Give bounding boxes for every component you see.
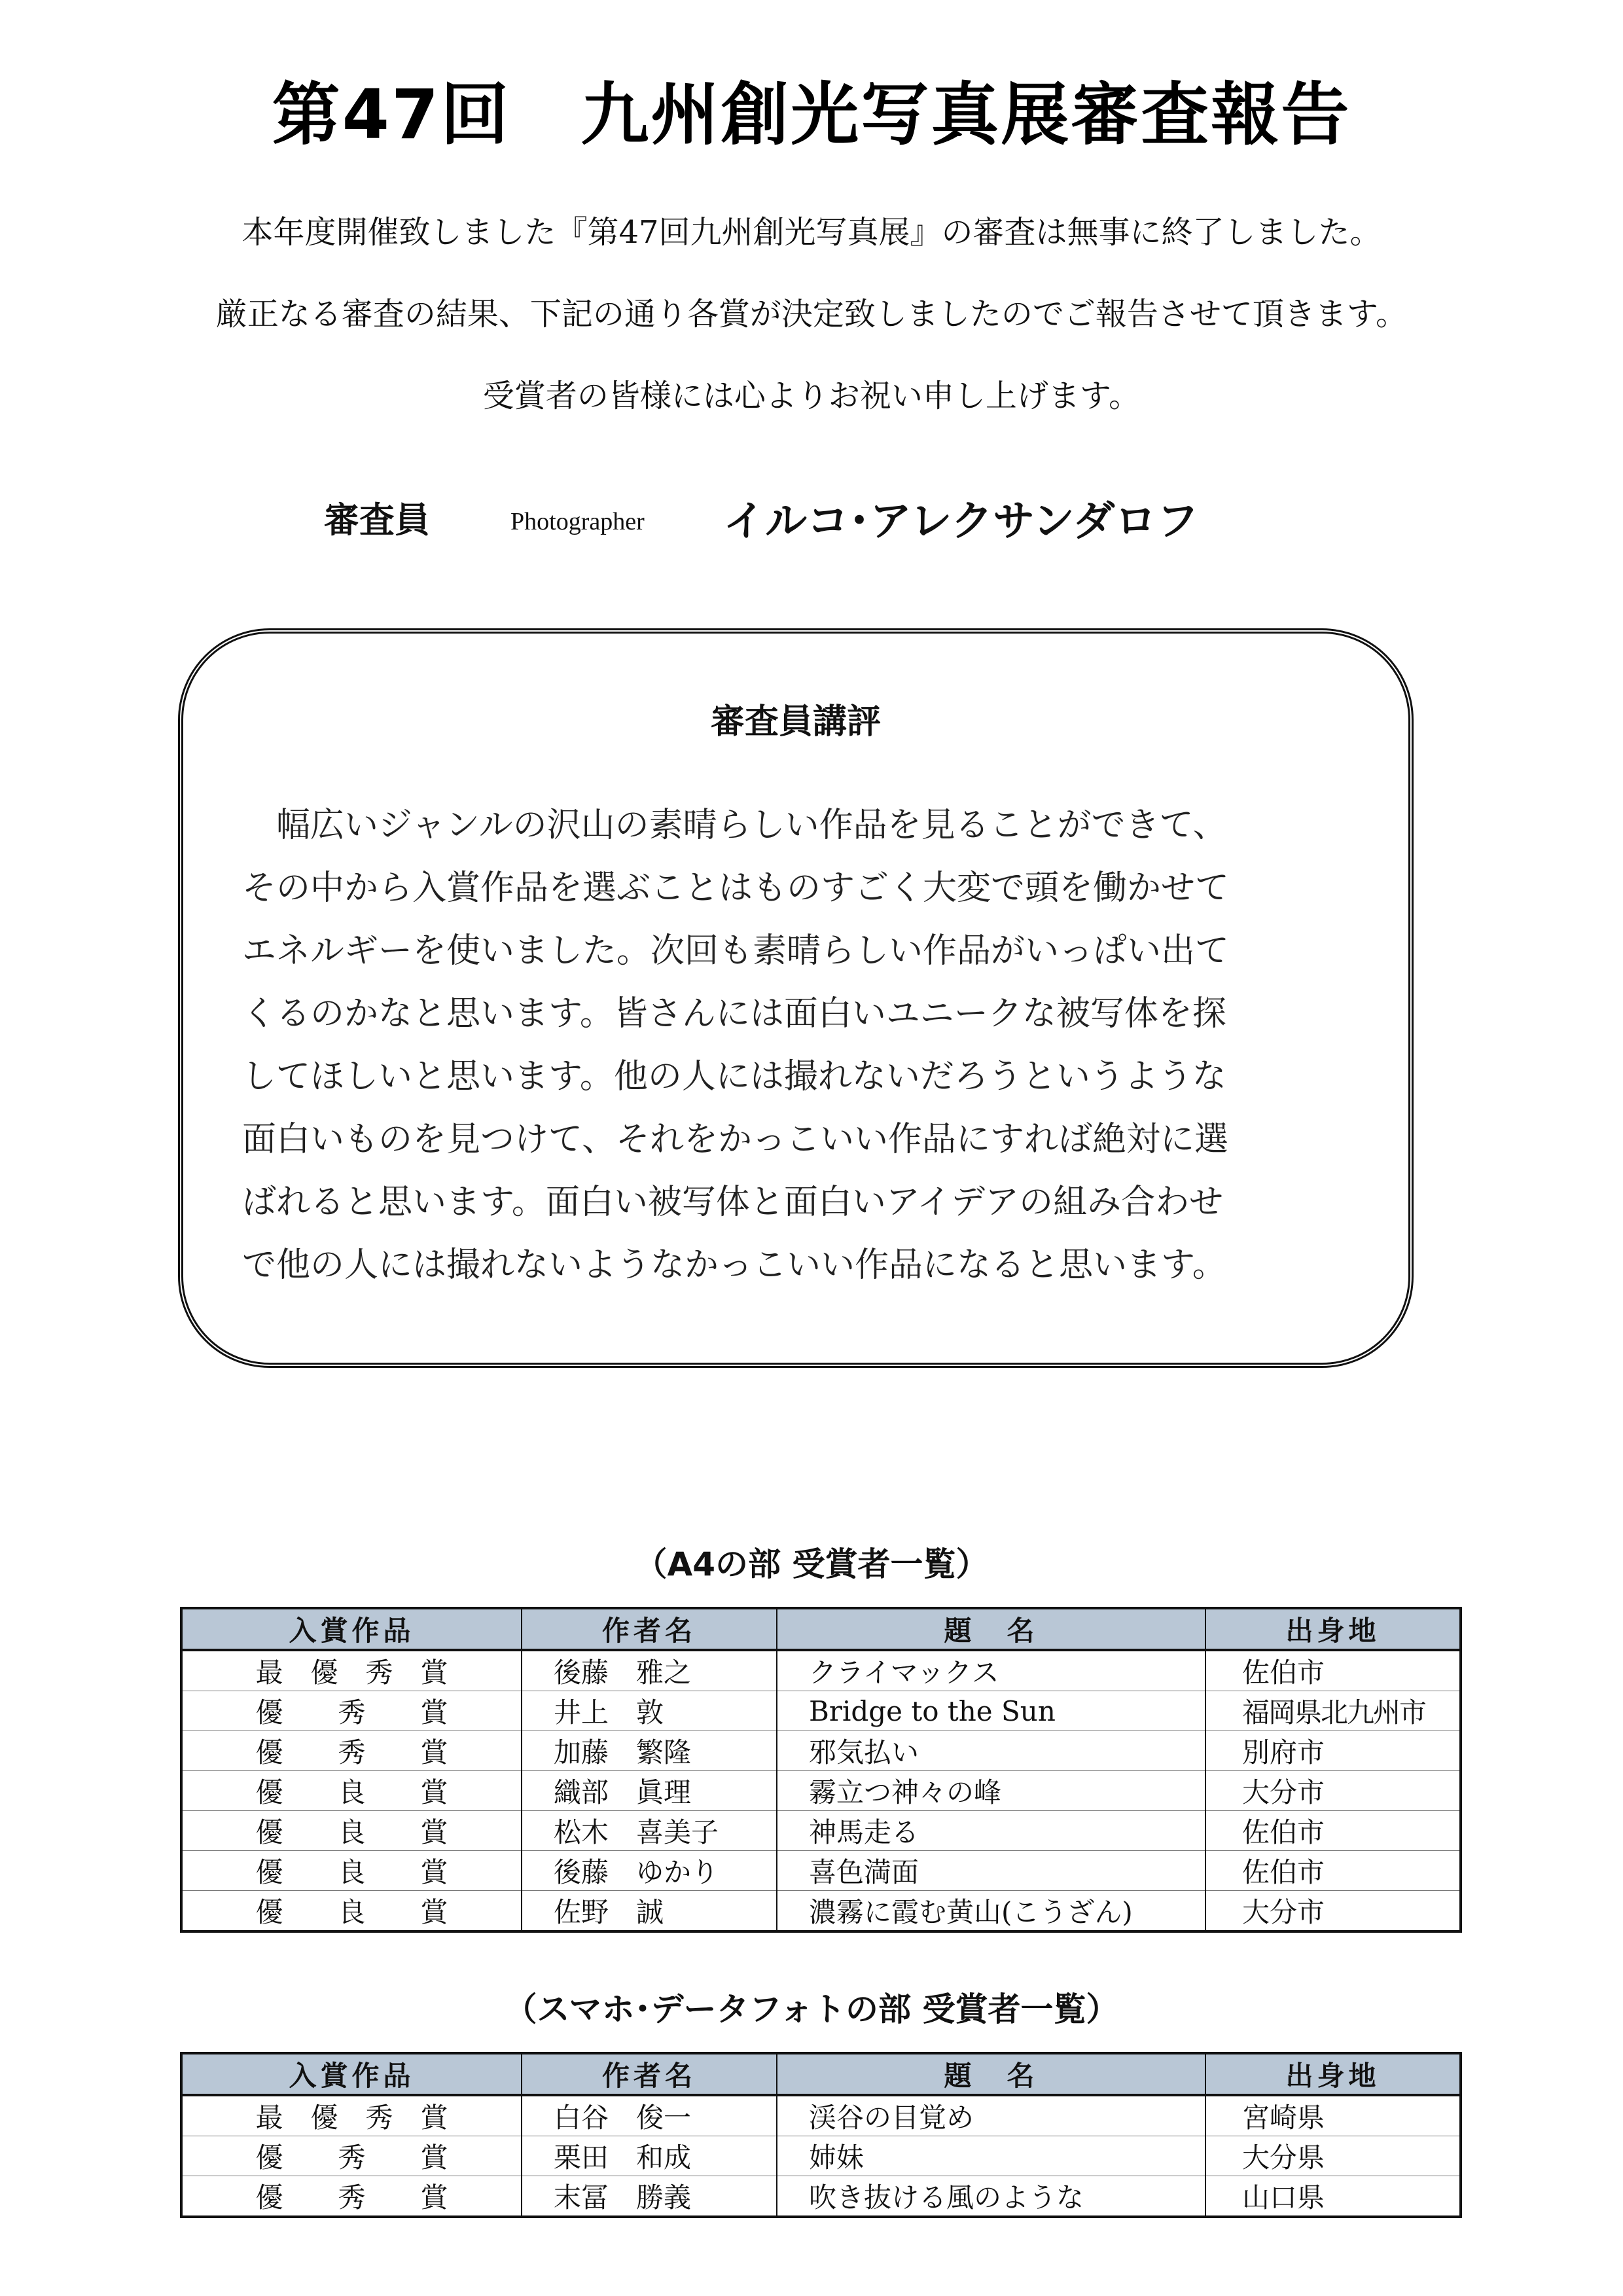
critique-line: ばれると思います。面白い被写体と面白いアイデアの組み合わせ <box>242 1183 1224 1222</box>
origin-cell: 宮崎県 <box>1205 2095 1461 2136</box>
work-cell: 神馬走る <box>777 1811 1205 1851</box>
table-row <box>181 1691 1461 1731</box>
author-cell: 栗田 和成 <box>522 2136 777 2176</box>
page-title: 第47回 九州創光写真展審査報告 <box>272 75 1351 154</box>
judge-label: 審査員 <box>324 499 430 541</box>
award-cell: 優 良 賞 <box>181 1891 522 1932</box>
header-work: 題 名 <box>777 2053 1205 2095</box>
header-work: 題 名 <box>777 1608 1205 1650</box>
work-cell: 濃霧に霞む黄山(こうざん) <box>777 1891 1205 1932</box>
origin-cell: 佐伯市 <box>1205 1650 1461 1691</box>
award-cell: 優 良 賞 <box>181 1811 522 1851</box>
work-cell: クライマックス <box>777 1650 1205 1691</box>
critique-text <box>242 794 1361 1297</box>
table-row <box>181 1731 1461 1771</box>
work-cell: 喜色満面 <box>777 1851 1205 1891</box>
author-cell: 後藤 ゆかり <box>522 1851 777 1891</box>
award-cell: 優 秀 賞 <box>181 2136 522 2176</box>
author-cell: 加藤 繁隆 <box>522 1731 777 1771</box>
award-cell: 優 秀 賞 <box>181 2176 522 2217</box>
intro-line-2: 厳正なる審査の結果、下記の通り各賞が決定致しましたのでご報告させて頂きます。 <box>215 296 1408 332</box>
work-cell: 霧立つ神々の峰 <box>777 1771 1205 1811</box>
table-row <box>181 1771 1461 1811</box>
origin-cell: 福岡県北九州市 <box>1205 1691 1461 1731</box>
critique-line: で他の人には撮れないようなかっこいい作品になると思います。 <box>242 1246 1226 1285</box>
origin-cell: 佐伯市 <box>1205 1851 1461 1891</box>
work-cell: 邪気払い <box>777 1731 1205 1771</box>
origin-cell: 山口県 <box>1205 2176 1461 2217</box>
judge-role: Photographer <box>510 508 645 535</box>
table-row <box>181 1891 1461 1932</box>
header-origin: 出身地 <box>1205 2053 1461 2095</box>
work-cell: 渓谷の目覚め <box>777 2095 1205 2136</box>
award-cell: 優 良 賞 <box>181 1851 522 1891</box>
smartphone-awards-table <box>180 2052 1462 2218</box>
critique-box <box>178 628 1414 1368</box>
origin-cell: 別府市 <box>1205 1731 1461 1771</box>
header-author: 作者名 <box>522 1608 777 1650</box>
origin-cell: 大分市 <box>1205 1891 1461 1932</box>
award-cell: 優 良 賞 <box>181 1771 522 1811</box>
work-cell: Bridge to the Sun <box>777 1691 1205 1731</box>
author-cell: 末冨 勝義 <box>522 2176 777 2217</box>
table-row <box>181 1851 1461 1891</box>
author-cell: 井上 敦 <box>522 1691 777 1731</box>
work-cell: 姉妹 <box>777 2136 1205 2176</box>
author-cell: 佐野 誠 <box>522 1891 777 1932</box>
origin-cell: 大分県 <box>1205 2136 1461 2176</box>
intro-line-3: 受賞者の皆様には心よりお祝い申し上げます。 <box>482 378 1141 414</box>
critique-line: してほしいと思います。他の人には撮れないだろうというような <box>242 1057 1226 1096</box>
author-cell: 後藤 雅之 <box>522 1650 777 1691</box>
smartphone-section-title: （スマホ･データフォトの部 受賞者一覧） <box>504 1990 1119 2028</box>
origin-cell: 佐伯市 <box>1205 1811 1461 1851</box>
header-award: 入賞作品 <box>181 2053 522 2095</box>
critique-line: エネルギーを使いました。次回も素晴らしい作品がいっぱい出て <box>242 931 1230 971</box>
author-cell: 白谷 俊一 <box>522 2095 777 2136</box>
a4-section-title: （A4の部 受賞者一覧） <box>634 1545 989 1583</box>
table-row <box>181 1650 1461 1691</box>
header-award: 入賞作品 <box>181 1608 522 1650</box>
table-row <box>181 2176 1461 2217</box>
author-cell: 松木 喜美子 <box>522 1811 777 1851</box>
award-cell: 優 秀 賞 <box>181 1691 522 1731</box>
origin-cell: 大分市 <box>1205 1771 1461 1811</box>
table-row <box>181 1811 1461 1851</box>
award-cell: 最 優 秀 賞 <box>181 2095 522 2136</box>
header-author: 作者名 <box>522 2053 777 2095</box>
table-row <box>181 2136 1461 2176</box>
work-cell: 吹き抜ける風のような <box>777 2176 1205 2217</box>
critique-line: 面白いものを見つけて、それをかっこいい作品にすれば絶対に選 <box>242 1120 1228 1159</box>
header-origin: 出身地 <box>1205 1608 1461 1650</box>
critique-line: くるのかなと思います。皆さんには面白いユニークな被写体を探 <box>242 994 1226 1033</box>
table-header-row <box>181 1608 1461 1650</box>
table-header-row <box>181 2053 1461 2095</box>
author-cell: 織部 眞理 <box>522 1771 777 1811</box>
critique-line: その中から入賞作品を選ぶことはものすごく大変で頭を働かせて <box>242 869 1230 908</box>
award-cell: 優 秀 賞 <box>181 1731 522 1771</box>
award-cell: 最 優 秀 賞 <box>181 1650 522 1691</box>
a4-awards-table <box>180 1607 1462 1933</box>
intro-line-1: 本年度開催致しました『第47回九州創光写真展』の審査は無事に終了しました。 <box>241 214 1382 251</box>
table-row <box>181 2095 1461 2136</box>
critique-title: 審査員講評 <box>710 702 881 742</box>
critique-line: 幅広いジャンルの沢山の素晴らしい作品を見ることができて、 <box>242 806 1227 845</box>
judge-name: イルコ･アレクサンダロフ <box>723 497 1199 546</box>
